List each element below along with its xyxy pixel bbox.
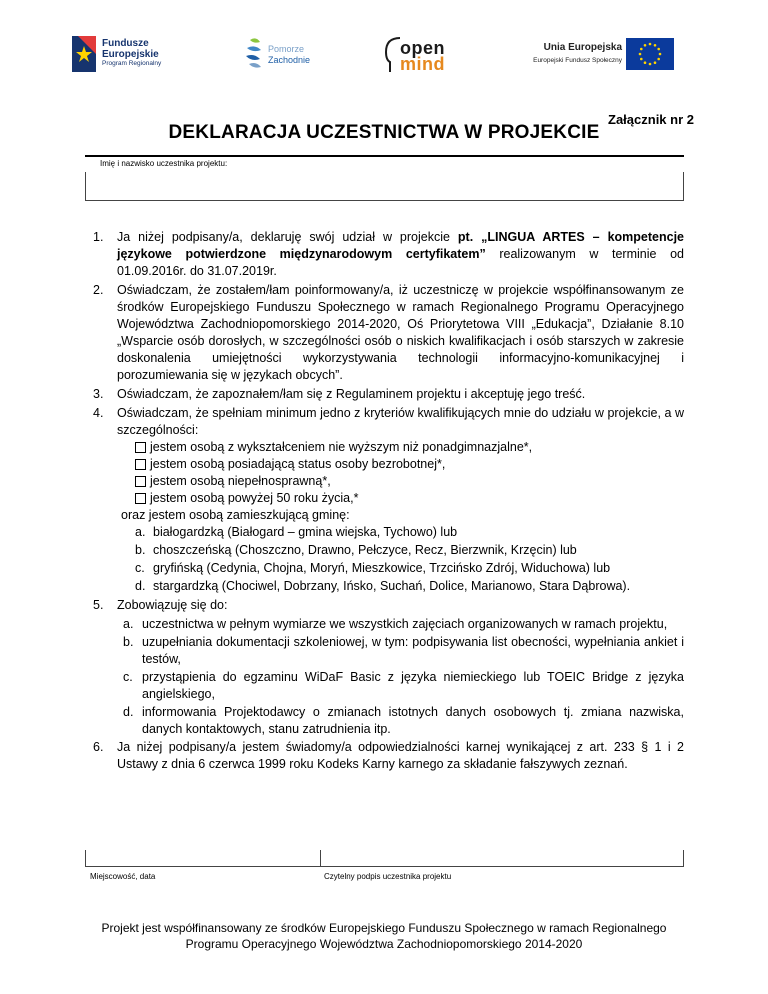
logo-bar bbox=[68, 30, 688, 82]
obligation-item: c. przystąpienia do egzaminu WiDaF Basic z języka niemieckiego lub TOEIC Bridge z języka angielskiego, bbox=[123, 670, 684, 701]
list-item: 3. Oświadczam, że zapoznałem/łam się z Regulaminem projektu i akceptuję jego treść. bbox=[93, 387, 586, 401]
gmina-intro: oraz jestem osobą zamieszkującą gminę: bbox=[121, 508, 350, 522]
checkbox-icon[interactable] bbox=[135, 476, 146, 487]
eu-flag-icon bbox=[626, 38, 674, 70]
list-item: 2. Oświadczam, że zostałem/łam poinformowany/a, iż uczestniczę w projekcie współfinansowanym ze środków Europejskiego Funduszu Społecznego w ramach Regionalnego Programu Operacyjnego Województwa Zachodniopomorskiego 2014-2020, Oś Priorytetowa VIII „Edukacja”, Działanie 8.10 „Wsparcie osób dorosłych, w szczególności osób o niskich kwalifikacjach i osób starszych w zakresie doskonalenia umiejętności wykorzystywania technologii informacyjno-komunikacyjnej i porozumiewania się w językach obcych”. bbox=[93, 283, 684, 382]
title-divider bbox=[85, 155, 684, 157]
fundusze-europejskie-logo: Fundusze Europejskie Program Regionalny bbox=[68, 30, 218, 82]
gmina-item: b. choszczeńską (Choszczno, Drawno, Pełczyce, Recz, Bierzwnik, Krzęcin) lub bbox=[135, 543, 577, 557]
pomorze-bird-icon bbox=[244, 36, 266, 70]
checkbox-icon[interactable] bbox=[135, 459, 146, 470]
signature-row bbox=[85, 850, 684, 867]
checkbox-icon[interactable] bbox=[135, 493, 146, 504]
list-item: 6. Ja niżej podpisany/a jestem świadomy/a odpowiedzialności karnej wynikającej z art. 233 § 1 i 2 Ustawy z dnia 6 czerwca 1999 roku Kodeks Karny karnego za składanie fałszywych zeznań. bbox=[93, 740, 684, 771]
obligation-item: a. uczestnictwa w pełnym wymiarze we wszystkich zajęciach organizowanych w ramach projektu, bbox=[123, 617, 668, 631]
unia-europejska-logo: Unia Europejska Europejski Fundusz Społeczny bbox=[510, 30, 688, 82]
criterion-checkbox[interactable]: jestem osobą niepełnosprawną*, bbox=[135, 473, 684, 490]
signature-tick bbox=[683, 850, 684, 867]
declaration-list bbox=[85, 229, 684, 775]
criterion-checkbox[interactable]: jestem osobą posiadającą status osoby bezrobotnej*, bbox=[135, 456, 684, 473]
criterion-checkbox[interactable]: jestem osobą powyżej 50 roku życia,* bbox=[135, 490, 684, 507]
list-item: 4. Oświadczam, że spełniam minimum jedno z kryteriów kwalifikujących mnie do udziału w projekcie, a w szczególności: jestem osobą z wykształceniem nie wyższym niż ponadgimnazjalne*, jestem osobą posiadającą status osoby bezrobotnej*, jestem osobą niepełnosprawną*, jestem osobą powyżej 50 roku życia,* oraz jestem osobą zamieszkującą gminę: a. białogardzką (Białogard – gmina wiejska, Tychowo) lub b. choszczeńską (Choszczno, Drawno, Pełczyce, Recz, Bierzwnik, Krzęcin) lub c. gryfińską (Cedynia, Chojna, Moryń, Mieszkowice, Trzcińsko Zdrój, Widuchowa) lub d. stargardzką (Chociwel, Dobrzany, Ińsko, Suchań, Dolice, Marianowo, Stara Dąbrowa). bbox=[93, 406, 684, 593]
gmina-item: a. białogardzką (Białogard – gmina wiejska, Tychowo) lub bbox=[135, 525, 458, 539]
signature-tick bbox=[85, 850, 86, 867]
footer: Projekt jest współfinansowany ze środków Europejskiego Funduszu Społecznego w ramach Regionalnego Programu Operacyjnego Województwa Zachodniopomorskiego 2014-2020 bbox=[101, 921, 667, 951]
name-input-field[interactable] bbox=[85, 172, 684, 201]
criteria-checklist bbox=[117, 439, 684, 507]
signature-field[interactable]: Czytelny podpis uczestnika projektu bbox=[324, 872, 452, 881]
annex-label: Załącznik nr 2 bbox=[608, 112, 694, 127]
fe-star-icon bbox=[72, 36, 96, 72]
signature-tick bbox=[320, 850, 321, 867]
list-item: 1. Ja niżej podpisany/a, deklaruję swój udział w projekcie pt. „LINGUA ARTES – kompetencje językowe potwierdzone międzynarodowym certyfikatem” realizowanym w terminie od 01.09.2016r. do 31.07.2019r. bbox=[93, 230, 684, 278]
place-date-field[interactable]: Miejscowość, data bbox=[90, 872, 156, 881]
obligation-item: b. uzupełniania dokumentacji szkoleniowej, w tym: podpisywania list obecności, wypełniania ankiet i testów, bbox=[123, 635, 684, 666]
gmina-item: c. gryfińską (Cedynia, Chojna, Moryń, Mieszkowice, Trzcińsko Zdrój, Widuchowa) lub bbox=[135, 561, 611, 575]
name-field-label: Imię i nazwisko uczestnika projektu: bbox=[100, 159, 228, 168]
pomorze-zachodnie-logo: Pomorze Zachodnie bbox=[244, 30, 334, 82]
gmina-list bbox=[117, 524, 684, 595]
gmina-item: d. stargardzką (Chociwel, Dobrzany, Ińsko, Suchań, Dolice, Marianowo, Stara Dąbrowa). bbox=[135, 579, 631, 593]
page-title: DEKLARACJA UCZESTNICTWA W PROJEKCIE bbox=[168, 122, 600, 143]
criterion-checkbox[interactable]: jestem osobą z wykształceniem nie wyższym niż ponadgimnazjalne*, bbox=[135, 439, 684, 456]
obligation-item: d. informowania Projektodawcy o zmianach istotnych danych osobowych tj. zmiana nazwiska, danych kontaktowych, stanu zatrudnienia itp. bbox=[123, 705, 684, 736]
open-mind-logo: open mind bbox=[384, 30, 464, 82]
signature-line bbox=[85, 866, 684, 867]
list-item: 5. Zobowiązuję się do: bbox=[93, 598, 228, 612]
checkbox-icon[interactable] bbox=[135, 442, 146, 453]
